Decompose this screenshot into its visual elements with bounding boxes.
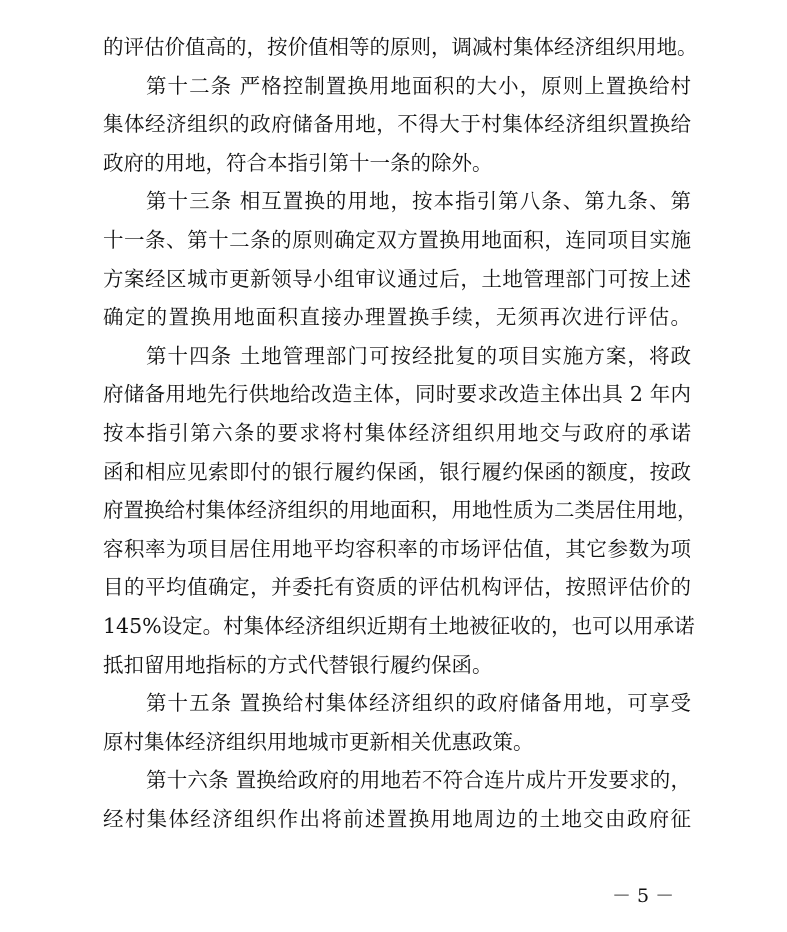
text-line: 府置换给村集体经济组织的用地面积，用地性质为二类居住用地， — [103, 498, 698, 523]
text-line: 第十五条 置换给村集体经济组织的政府储备用地，可享受 — [146, 691, 691, 716]
text-line: 第十二条 严格控制置换用地面积的大小，原则上置换给村 — [146, 73, 691, 98]
text-line: 集体经济组织的政府储备用地，不得大于村集体经济组织置换给 — [103, 112, 691, 137]
text-line: 第十六条 置换给政府的用地若不符合连片成片开发要求的， — [146, 768, 691, 793]
text-line: 确定的置换用地面积直接办理置换手续，无须再次进行评估。 — [103, 305, 691, 330]
page-number: － 5 － — [612, 885, 675, 907]
text-line: 145%设定。村集体经济组织近期有土地被征收的，也可以用承诺 — [103, 613, 695, 638]
text-line: 函和相应见索即付的银行履约保函，银行履约保函的额度，按政 — [103, 459, 691, 484]
text-line: 第十三条 相互置换的用地，按本指引第八条、第九条、第 — [146, 189, 691, 214]
document-body — [103, 28, 698, 838]
text-line: 第十四条 土地管理部门可按经批复的项目实施方案，将政 — [146, 343, 691, 368]
text-line: 十一条、第十二条的原则确定双方置换用地面积，连同项目实施 — [103, 227, 691, 252]
text-line: 方案经区城市更新领导小组审议通过后，土地管理部门可按上述 — [103, 266, 691, 291]
text-line: 经村集体经济组织作出将前述置换用地周边的土地交由政府征 — [103, 806, 691, 831]
text-line: 原村集体经济组织用地城市更新相关优惠政策。 — [103, 729, 534, 754]
text-line: 目的平均值确定，并委托有资质的评估机构评估，按照评估价的 — [103, 575, 691, 600]
text-line: 政府的用地，符合本指引第十一条的除外。 — [103, 150, 493, 175]
text-line: 抵扣留用地指标的方式代替银行履约保函。 — [103, 652, 493, 677]
text-line: 按本指引第六条的要求将村集体经济组织用地交与政府的承诺 — [103, 420, 691, 445]
text-line: 的评估价值高的，按价值相等的原则，调减村集体经济组织用地。 — [103, 35, 698, 59]
text-line: 容积率为项目居住用地平均容积率的市场评估值，其它参数为项 — [103, 536, 691, 561]
text-line: 府储备用地先行供地给改造主体，同时要求改造主体出具 2 年内 — [103, 382, 691, 407]
